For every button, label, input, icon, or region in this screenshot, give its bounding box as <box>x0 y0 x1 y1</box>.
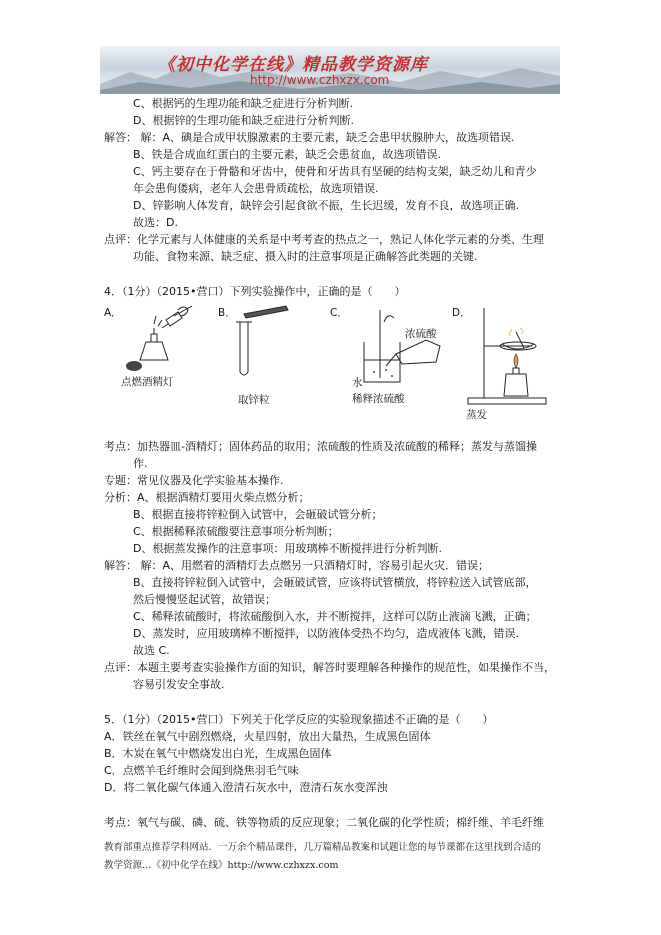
q4-option-b-caption: 取锌粒 <box>238 394 270 406</box>
q4-comment-cont: 容易引发安全事故. <box>133 678 225 691</box>
q4-option-d-caption: 蒸发 <box>466 409 487 421</box>
banner-title: 《初中化学在线》精品教学资源库 <box>158 55 428 75</box>
footer-line-2: 教学资源…《初中化学在线》http://www.czhxzx.com <box>104 860 339 871</box>
q4-answer-line: 然后慢慢竖起试管，故错误； <box>133 593 276 606</box>
q4-figure-b <box>230 304 296 384</box>
prev-line: 故选：D. <box>133 216 178 229</box>
q4-analysis-line: C、根据稀释浓硫酸要注意事项分析判断； <box>133 525 339 538</box>
q4-answer-line: C、稀释浓硫酸时，将浓硫酸倒入水，并不断搅拌，这样可以防止液滴飞溅，正确； <box>133 610 537 623</box>
prev-line: 年会患佝偻病，老年人会患骨质疏松，故选项错误. <box>133 182 379 195</box>
q4-kaodian: 考点：加热器皿-酒精灯；固体药品的取用；浓硫酸的性质及浓硫酸的稀释；蒸发与蒸馏操 <box>104 440 537 453</box>
q4-analysis: 分析：A、根据酒精灯要用火柴点燃分析； <box>104 491 310 504</box>
q4-figure-c <box>350 302 450 388</box>
q4-analysis-line: B、根据直接将锌粒倒入试管中，会砸破试管分析； <box>133 508 383 521</box>
q4-zhuanti: 专题：常见仪器及化学实验基本操作. <box>104 474 284 487</box>
q4-answer-line: B、直接将锌粒倒入试管中，会砸破试管，应该将试管横放，将锌粒送入试管底部， <box>133 576 537 589</box>
prev-line: 功能、食物来源、缺乏症、摄入时的注意事项是正确解答此类题的关键. <box>133 250 478 263</box>
q4-option-c-letter: C． <box>330 307 348 319</box>
footer-line-1: 教育部重点推荐学科网站．一万余个精品课件，几万篇精品教案和试题让您的每节课都在这里找到合适的 <box>104 842 542 853</box>
q5-option: A．铁丝在氧气中剧烈燃烧，火星四射，放出大量热，生成黑色固体 <box>104 730 431 743</box>
q5-kaodian: 考点：氧气与碳、磷、硫、铁等物质的反应现象；二氧化碳的化学性质；棉纤维、羊毛纤维 <box>104 816 544 829</box>
prev-line: C、根据钙的生理功能和缺乏症进行分析判断. <box>133 97 354 110</box>
q5-option: C．点燃羊毛纤维时会闻到烧焦羽毛气味 <box>104 764 299 777</box>
prev-line: D、根据锌的生理功能和缺乏症进行分析判断. <box>133 114 354 127</box>
q4-comment: 点评：本题主要考查实验操作方面的知识，解答时要理解各种操作的规范性，如果操作不当， <box>104 661 555 674</box>
q4-analysis-line: D、根据蒸发操作的注意事项：用玻璃棒不断搅拌进行分析判断. <box>133 542 442 555</box>
prev-answer-label: 解答： 解：A、碘是合成甲状腺激素的主要元素，缺乏会患甲状腺肿大，故选项错误. <box>104 131 515 144</box>
prev-line: B、铁是合成血红蛋白的主要元素，缺乏会患贫血，故选项错误. <box>133 148 442 161</box>
q4-kaodian-cont: 作. <box>133 457 148 470</box>
q4-option-a-caption: 点燃酒精灯 <box>121 376 174 388</box>
q4-option-c-caption: 稀释浓硫酸 <box>352 393 405 405</box>
prev-comment: 点评：化学元素与人体健康的关系是中考考查的热点之一，熟记人体化学元素的分类、生理 <box>104 233 544 246</box>
q4-answer: 解答： 解：A、用燃着的酒精灯去点燃另一只酒精灯时，容易引起火灾．错误； <box>104 559 490 572</box>
q4-answer-line: D、蒸发时，应用玻璃棒不断搅拌，以防液体受热不均匀，造成液体飞溅，错误. <box>133 627 519 640</box>
q4-option-c-acid-label: 浓硫酸 <box>405 328 437 340</box>
banner-url[interactable]: http://www.czhxzx.com <box>250 73 390 87</box>
q4-figure-d <box>462 302 552 406</box>
q4-option-d-letter: D． <box>452 307 471 319</box>
prev-line: C、钙主要存在于骨骼和牙齿中，使骨和牙齿具有坚硬的结构支架，缺乏幼儿和青少 <box>133 165 537 178</box>
q4-answer-line: 故选 C. <box>133 644 170 657</box>
q4-option-b-letter: B． <box>218 307 236 319</box>
q5-option: B．木炭在氧气中燃烧发出白光，生成黑色固体 <box>104 747 332 760</box>
header-banner <box>100 46 560 94</box>
q4-stem: 4．（1分）（2015•营口）下列实验操作中，正确的是（ ） <box>104 285 406 298</box>
q4-option-c-water-label: 水 <box>352 377 363 389</box>
q4-option-a-letter: A． <box>104 307 122 319</box>
q5-stem: 5．（1分）（2015•营口）下列关于化学反应的实验现象描述不正确的是（ ） <box>104 713 494 726</box>
prev-line: D、锌影响人体发育，缺锌会引起食欲不振，生长迟缓，发育不良，故选项正确. <box>133 199 519 212</box>
q5-option: D．将二氧化碳气体通入澄清石灰水中，澄清石灰水变浑浊 <box>104 781 388 794</box>
q4-figure-a <box>118 300 198 372</box>
